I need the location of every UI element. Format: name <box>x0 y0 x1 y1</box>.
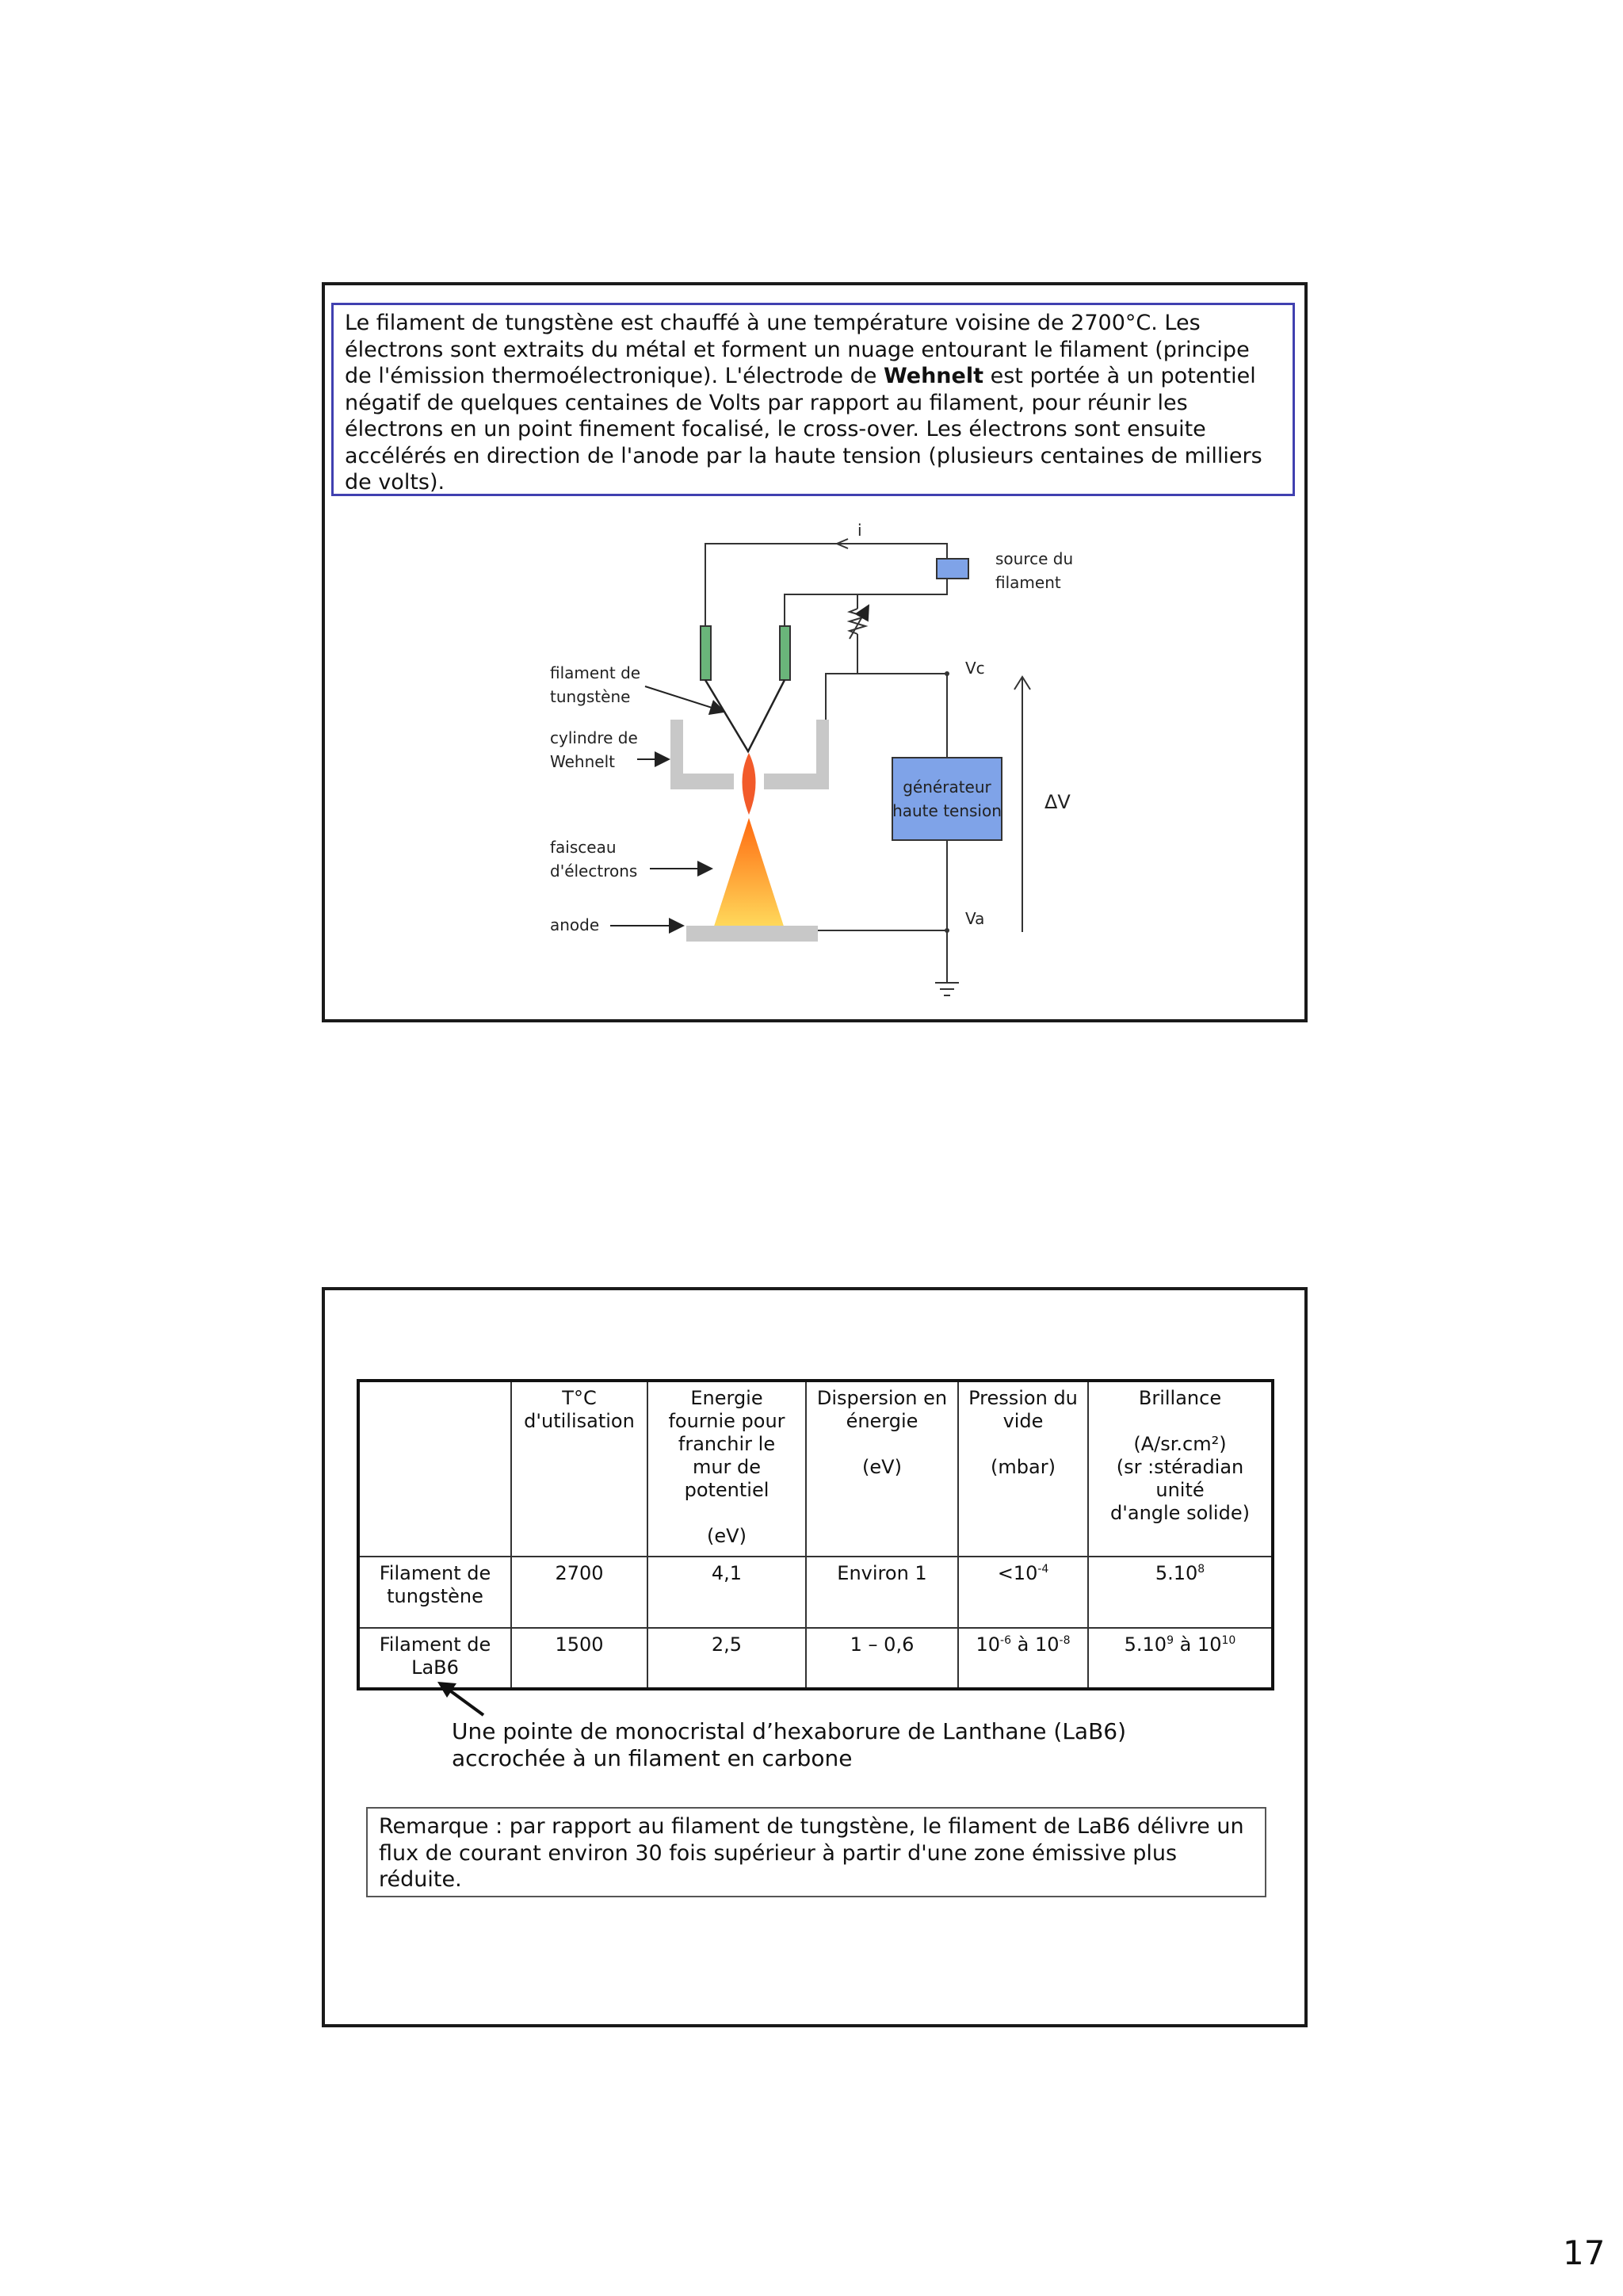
brightness-a: 5.10 <box>1124 1633 1167 1656</box>
cell-energy-tungsten: 4,1 <box>647 1557 806 1628</box>
cell-pressure-tungsten <box>958 1557 1088 1628</box>
header-cell-empty <box>358 1381 511 1557</box>
generator-label-2: haute tension <box>892 801 1002 820</box>
source-label-1: source du <box>995 549 1074 568</box>
wehnelt-label-1: cylindre de <box>550 728 638 747</box>
va-label: Va <box>965 909 985 928</box>
filament-leg-left <box>701 626 711 680</box>
tungsten-filament-tip <box>705 680 785 751</box>
intro-text-part1: Le filament de tungstène est chauffé à une température voisine de 2700°C. Les électrons sont extraits du métal et forment un nuage entourant le filament (principe de l'émission thermoélectronique). L'électrode de <box>345 311 1250 388</box>
filament-label-1: filament de <box>550 663 641 682</box>
delta-v-label: ΔV <box>1044 791 1071 813</box>
cell-brightness-lab6 <box>1088 1628 1273 1689</box>
slide-filament-comparison <box>322 1287 1308 2027</box>
electron-gun-diagram <box>325 285 1304 1019</box>
filament-leg-right <box>780 626 790 680</box>
generator-label-1: générateur <box>903 777 991 797</box>
beam-label-1: faisceau <box>550 838 617 857</box>
va-node <box>945 928 949 933</box>
anode-label: anode <box>550 915 600 934</box>
header-cell-pressure: Pression du vide (mbar) <box>958 1381 1088 1557</box>
crossover-spot <box>743 753 756 815</box>
brightness-base: 5.10 <box>1155 1562 1198 1584</box>
intro-text-bold: Wehnelt <box>883 364 984 388</box>
anode-plate <box>686 926 818 942</box>
slide-electron-gun <box>322 282 1308 1022</box>
table-row <box>358 1628 1273 1689</box>
header-cell-energy: Energie fournie pour franchir le mur de potentiel (eV) <box>647 1381 806 1557</box>
pressure-a-exp: -6 <box>1000 1634 1012 1647</box>
current-label: i <box>857 521 862 540</box>
wehnelt-label-2: Wehnelt <box>550 752 615 771</box>
page-number: 17 <box>1563 2233 1606 2272</box>
source-label-2: filament <box>995 573 1061 592</box>
cell-dispersion-lab6: 1 – 0,6 <box>806 1628 958 1689</box>
circuit-wires <box>325 285 959 1019</box>
cell-brightness-tungsten <box>1088 1557 1273 1628</box>
brightness-mid: à 10 <box>1174 1633 1222 1656</box>
lab6-description: Une pointe de monocristal d’hexaborure de Lanthane (LaB6) accrochée à un filament en carbone <box>452 1718 1127 1771</box>
row-label-lab6: Filament de LaB6 <box>358 1628 511 1689</box>
row-label-tungsten: Filament de tungstène <box>358 1557 511 1628</box>
cell-pressure-lab6 <box>958 1628 1088 1689</box>
electron-beam <box>712 818 786 934</box>
remark-box: Remarque : par rapport au filament de tungstène, le filament de LaB6 délivre un flux de courant environ 30 fois supérieur à partir d'une zone émissive plus réduite. <box>366 1807 1266 1897</box>
table-row <box>358 1557 1273 1628</box>
filament-label-2: tungstène <box>550 687 631 706</box>
pressure-a: 10 <box>976 1633 1001 1656</box>
vc-label: Vc <box>965 659 985 678</box>
header-cell-dispersion: Dispersion en énergie (eV) <box>806 1381 958 1557</box>
cell-energy-lab6: 2,5 <box>647 1628 806 1689</box>
resistor <box>850 609 865 634</box>
cell-temp-tungsten: 2700 <box>511 1557 647 1628</box>
pressure-mid: à 10 <box>1011 1633 1060 1656</box>
filament-comparison-table <box>357 1379 1274 1690</box>
pressure-b-exp: -8 <box>1059 1634 1071 1647</box>
header-cell-temperature: T°C d'utilisation <box>511 1381 647 1557</box>
intro-text-part2: est portée à un potentiel négatif de quelques centaines de Volts par rapport au filament, pour réunir les électrons en un point finement focalisé, le cross-over. Les électrons sont ensuite accélérés en direction de l'anode par la haute tension (plusieurs centaines de milliers de volts). <box>345 364 1262 495</box>
pressure-base: <10 <box>997 1562 1038 1584</box>
filament-source <box>937 559 968 579</box>
header-cell-brightness: Brillance (A/sr.cm²) (sr :stéradian unité d'angle solide) <box>1088 1381 1273 1557</box>
brightness-exponent: 8 <box>1197 1563 1205 1576</box>
high-voltage-generator <box>892 758 1002 840</box>
cell-dispersion-tungsten: Environ 1 <box>806 1557 958 1628</box>
beam-label-2: d'électrons <box>550 861 638 881</box>
brightness-a-exp: 9 <box>1167 1634 1174 1647</box>
vc-node <box>945 671 949 676</box>
cell-temp-lab6: 1500 <box>511 1628 647 1689</box>
table-header-row <box>358 1381 1273 1557</box>
pressure-exponent: -4 <box>1037 1563 1049 1576</box>
brightness-b-exp: 10 <box>1221 1634 1236 1647</box>
